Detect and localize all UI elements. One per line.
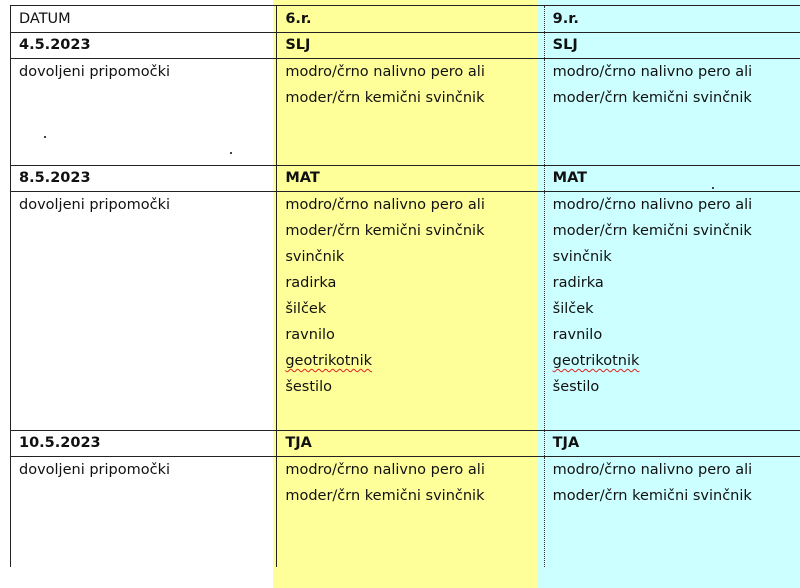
exam-subject-grade9: SLJ: [544, 33, 800, 59]
stray-dot: [44, 136, 46, 138]
grade6-tools-cell: [277, 192, 544, 431]
tool-item: modro/črno nalivno pero ali: [552, 462, 753, 478]
exam-subject-grade9: TJA: [544, 431, 800, 457]
stray-dot: [230, 152, 232, 154]
grade9-column-header: 9.r.: [544, 6, 800, 33]
tool-item: svinčnik: [552, 249, 612, 265]
exam-subject-grade6: SLJ: [277, 33, 544, 59]
tool-item: radirka: [552, 275, 604, 291]
allowed-tools-label: [11, 59, 277, 166]
tool-item: moder/črn kemični svinčnik: [552, 90, 752, 106]
tool-item: modro/črno nalivno pero ali: [285, 462, 485, 478]
tool-item: šilček: [552, 301, 594, 317]
exam-table: [10, 5, 800, 567]
date-column-header: DATUM: [11, 6, 277, 33]
exam-date-row: [11, 33, 800, 59]
grade9-tools-cell: [544, 192, 800, 431]
tool-item: modro/črno nalivno pero ali: [285, 64, 485, 80]
tool-item: modro/črno nalivno pero ali: [552, 197, 753, 213]
exam-date-row: [11, 166, 800, 192]
exam-subject-grade6: TJA: [277, 431, 544, 457]
header-row: [11, 6, 800, 33]
tool-item: radirka: [285, 275, 337, 291]
exam-tools-row: [11, 192, 800, 431]
tool-item: moder/črn kemični svinčnik: [552, 223, 752, 239]
grade6-column-header: 6.r.: [277, 6, 544, 33]
exam-subject-grade6: MAT: [277, 166, 544, 192]
allowed-tools-label-text: dovoljeni pripomočki: [19, 64, 170, 80]
tool-item: [285, 348, 543, 374]
tool-item: modro/črno nalivno pero ali: [552, 64, 753, 80]
tool-item: moder/črn kemični svinčnik: [285, 90, 485, 106]
tool-item: svinčnik: [285, 249, 345, 265]
tool-item: moder/črn kemični svinčnik: [552, 488, 752, 504]
tool-item: moder/črn kemični svinčnik: [285, 223, 485, 239]
tool-item: šestilo: [552, 379, 600, 395]
stray-dot: [712, 187, 714, 189]
allowed-tools-label: [11, 192, 277, 431]
tool-item: ravnilo: [285, 327, 335, 343]
tool-item: moder/črn kemični svinčnik: [285, 488, 485, 504]
allowed-tools-label: [11, 457, 277, 568]
exam-date-row: [11, 431, 800, 457]
tool-item: [553, 348, 800, 374]
exam-date: 8.5.2023: [11, 166, 277, 192]
tool-item: šestilo: [285, 379, 332, 395]
exam-tools-row: [11, 59, 800, 166]
grade9-tools-cell: [544, 457, 800, 568]
allowed-tools-label-text: dovoljeni pripomočki: [19, 197, 170, 213]
tool-item: ravnilo: [552, 327, 603, 343]
allowed-tools-label-text: dovoljeni pripomočki: [19, 462, 170, 478]
exam-tools-row: [11, 457, 800, 568]
exam-date: 4.5.2023: [11, 33, 277, 59]
grade6-tools-cell: [277, 457, 544, 568]
exam-date: 10.5.2023: [11, 431, 277, 457]
grade9-tools-cell: [544, 59, 800, 166]
tool-item: modro/črno nalivno pero ali: [285, 197, 485, 213]
grade6-tools-cell: [277, 59, 544, 166]
tool-item: šilček: [285, 301, 327, 317]
exam-subject-grade9: MAT: [544, 166, 800, 192]
misspelled-word: geotrikotnik: [552, 353, 640, 369]
misspelled-word: geotrikotnik: [285, 353, 373, 369]
